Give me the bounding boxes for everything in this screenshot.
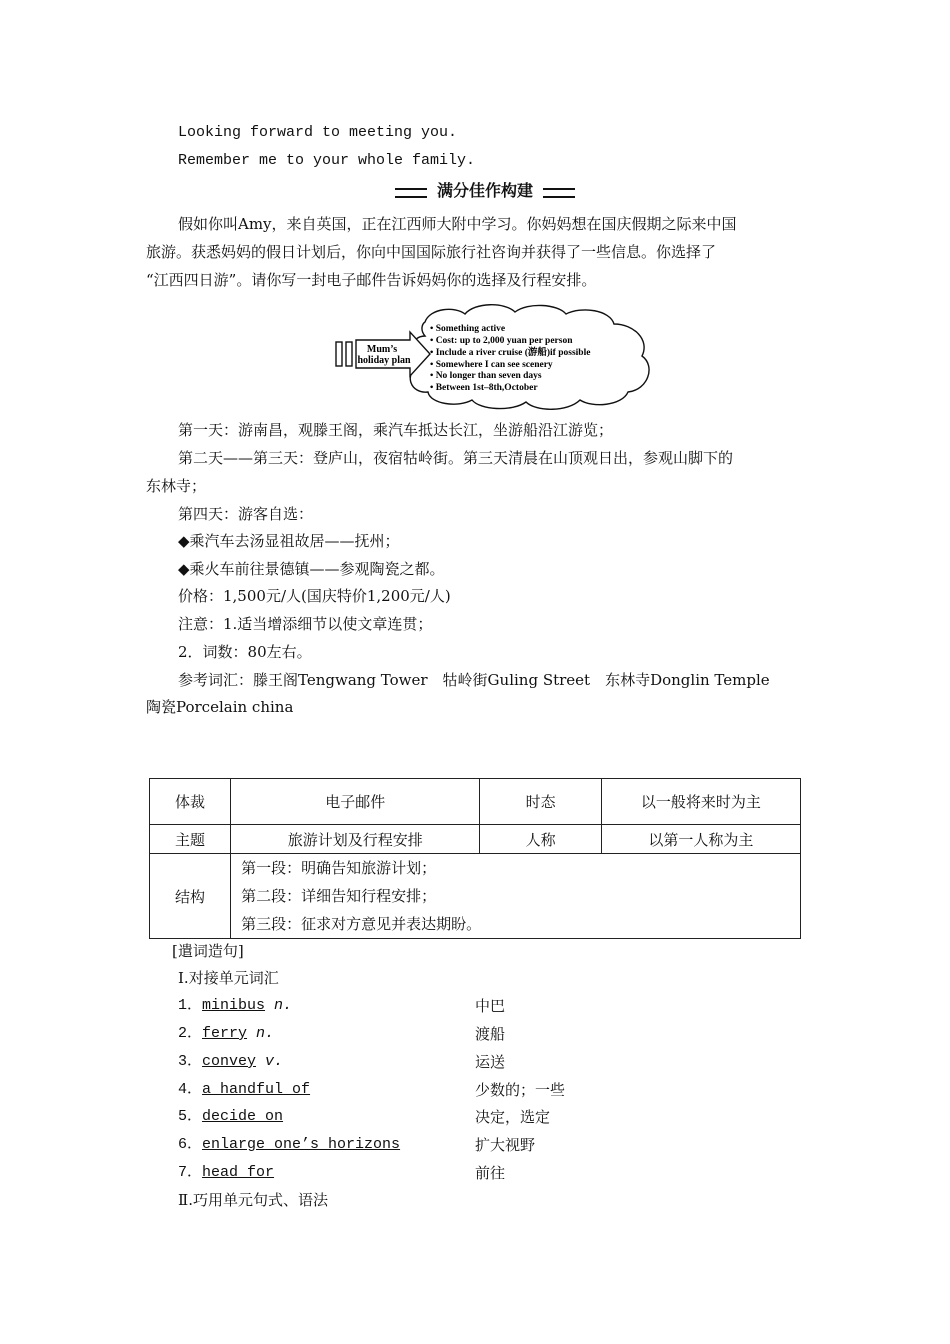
vocab-term: minibus: [202, 997, 266, 1014]
table-cell: 结构: [150, 854, 231, 939]
writing-info-table: [149, 778, 801, 939]
arrow-label-2: holiday plan: [357, 355, 411, 366]
vocab-term: ferry: [202, 1025, 248, 1042]
section-title: 满分佳作构建: [436, 181, 533, 200]
structure-line: 第二段：详细告知行程安排；: [241, 887, 437, 905]
vocab-pos: n.: [274, 997, 293, 1014]
vocab-line-1: 参考词汇：滕王阁Tengwang Tower 牯岭街Guling Street 东林寺Donglin Temple: [178, 671, 770, 689]
vocab-num: 1．: [178, 997, 203, 1014]
note-line-2: 2．词数：80左右。: [178, 643, 312, 661]
prompt-line-1: 假如你叫Amy，来自英国，正在江西师大附中学习。你妈妈想在国庆假期之际来中国: [178, 215, 737, 233]
vocab-term: head for: [202, 1164, 275, 1181]
plan-bullet: • Cost: up to 2,000 yuan per person: [430, 336, 573, 346]
vocab-meaning: 少数的；一些: [475, 1081, 566, 1099]
plan-bullet: • Something active: [430, 324, 506, 334]
banner-left-bar: [395, 188, 427, 198]
vocab-term: decide on: [202, 1108, 284, 1125]
vocab-num: 2．: [178, 1025, 203, 1042]
table-cell: 人称: [480, 825, 601, 854]
words-subheading-1: Ⅰ.对接单元词汇: [178, 969, 279, 987]
plan-bullet: • No longer than seven days: [430, 371, 542, 381]
plan-bullet: • Include a river cruise (游船)if possible: [430, 348, 591, 358]
table-row: [150, 779, 801, 825]
dashed-bars: [336, 342, 352, 366]
table-cell: 时态: [480, 779, 601, 825]
vocab-pos: v.: [265, 1053, 284, 1070]
vocab-meaning: 中巴: [475, 997, 506, 1015]
table-cell: 以一般将来时为主: [601, 779, 800, 825]
vocab-meaning: 前往: [475, 1164, 506, 1182]
prompt-line-2: 旅游。获悉妈妈的假日计划后，你向中国国际旅行社咨询并获得了一些信息。你选择了: [146, 243, 717, 261]
vocab-meaning: 渡船: [475, 1025, 506, 1043]
arrow-label-1: Mum’s: [366, 344, 398, 355]
table-cell: 体裁: [150, 779, 231, 825]
table-cell: 以第一人称为主: [601, 825, 800, 854]
table-cell: 旅游计划及行程安排: [231, 825, 480, 854]
letter-closing-line: Looking forward to meeting you.: [178, 124, 458, 141]
words-heading: [遣词造句]: [172, 942, 244, 960]
structure-line: 第一段：明确告知旅游计划；: [241, 859, 437, 877]
vocab-line-2: 陶瓷Porcelain china: [146, 698, 294, 716]
vocab-term: a handful of: [202, 1081, 311, 1098]
itinerary-option-1: ◆乘汽车去汤显祖故居——抚州；: [178, 532, 400, 550]
vocab-meaning: 扩大视野: [475, 1136, 536, 1154]
plan-bullet: • Somewhere I can see scenery: [430, 360, 553, 370]
vocab-num: 3．: [178, 1053, 203, 1070]
vocab-item: [178, 1163, 274, 1183]
plan-bullet: • Between 1st–8th,October: [430, 383, 538, 393]
vocab-item: [178, 1080, 310, 1100]
structure-cell: [231, 854, 801, 939]
letter-regards-line: Remember me to your whole family.: [178, 152, 476, 169]
vocab-item: [178, 1107, 283, 1127]
vocab-term: enlarge one’s horizons: [202, 1136, 401, 1153]
table-cell: 主题: [150, 825, 231, 854]
vocab-meaning: 运送: [475, 1053, 506, 1071]
table-row: [150, 825, 801, 854]
banner-right-bar: [543, 188, 575, 198]
vocab-pos: n.: [256, 1025, 275, 1042]
vocab-item: [178, 1135, 400, 1155]
vocab-term: convey: [202, 1053, 257, 1070]
holiday-plan-diagram: [330, 300, 660, 412]
vocab-num: 4．: [178, 1081, 203, 1098]
table-cell: 电子邮件: [231, 779, 480, 825]
vocab-item: [178, 996, 292, 1016]
price-line: 价格：1,500元/人(国庆特价1,200元/人): [178, 587, 451, 605]
itinerary-option-2: ◆乘火车前往景德镇——参观陶瓷之都。: [178, 560, 445, 578]
structure-line: 第三段：征求对方意见并表达期盼。: [241, 915, 482, 933]
words-subheading-2: Ⅱ.巧用单元句式、语法: [178, 1191, 328, 1209]
vocab-meaning: 决定，选定: [475, 1108, 551, 1126]
table-row: [150, 854, 801, 939]
vocab-item: [178, 1024, 274, 1044]
vocab-item: [178, 1052, 283, 1072]
itinerary-day1: 第一天：游南昌，观滕王阁，乘汽车抵达长江，坐游船沿江游览；: [178, 421, 614, 439]
itinerary-day4: 第四天：游客自选：: [178, 505, 314, 523]
section-banner: [395, 180, 575, 202]
vocab-num: 6．: [178, 1136, 203, 1153]
prompt-line-3: “江西四日游”。请你写一封电子邮件告诉妈妈你的选择及行程安排。: [146, 271, 597, 289]
itinerary-day2: 第二天——第三天：登庐山，夜宿牯岭街。第三天清晨在山顶观日出，参观山脚下的: [178, 449, 734, 467]
vocab-num: 5．: [178, 1108, 203, 1125]
note-line-1: 注意：1.适当增添细节以使文章连贯；: [178, 615, 433, 633]
vocab-num: 7．: [178, 1164, 203, 1181]
itinerary-day2-cont: 东林寺；: [146, 477, 207, 495]
